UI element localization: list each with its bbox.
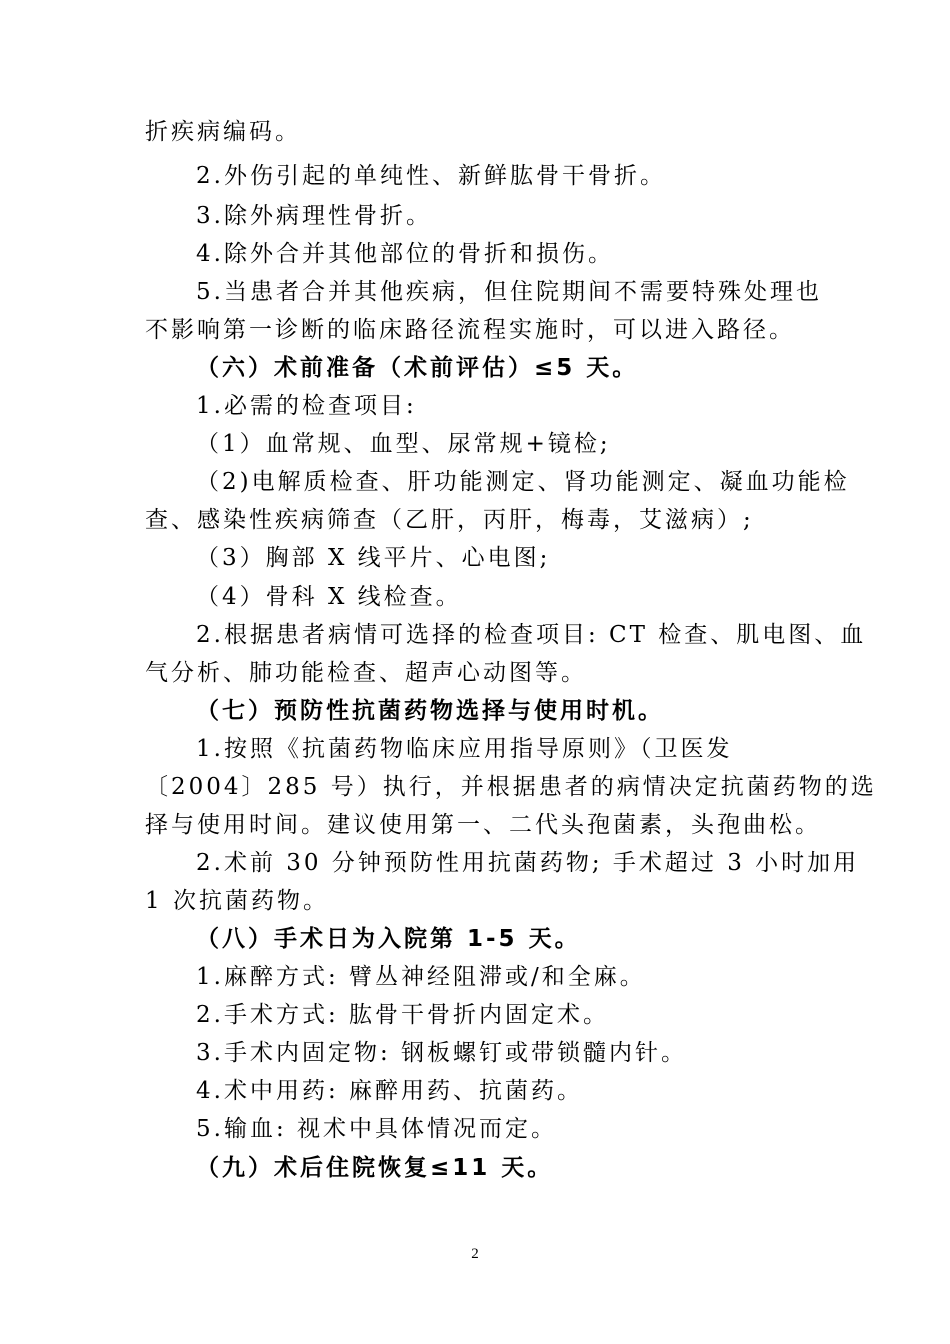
text-line: 1 次抗菌药物。 xyxy=(145,888,329,914)
list-item: （4）骨科 X 线检查。 xyxy=(196,584,462,610)
list-item: 1.必需的检查项目: xyxy=(196,393,417,419)
list-item: 5.输血: 视术中具体情况而定。 xyxy=(196,1116,558,1142)
section-heading: （八）手术日为入院第 1-5 天。 xyxy=(196,926,581,952)
page-number: 2 xyxy=(471,1246,479,1262)
text-line: 〔2004〕285 号）执行，并根据患者的病情决定抗菌药物的选 xyxy=(145,774,877,800)
list-item: 3.除外病理性骨折。 xyxy=(196,203,432,229)
list-item: 2.术前 30 分钟预防性用抗菌药物; 手术超过 3 小时加用 xyxy=(196,850,860,876)
list-item: 2.根据患者病情可选择的检查项目: CT 检查、肌电图、血 xyxy=(196,622,867,648)
text-line: 查、感染性疾病筛查（乙肝，丙肝，梅毒，艾滋病）; xyxy=(145,507,754,533)
list-item: 5.当患者合并其他疾病，但住院期间不需要特殊处理也 xyxy=(196,279,822,305)
list-item: （2)电解质检查、肝功能测定、肾功能测定、凝血功能检 xyxy=(196,469,850,495)
list-item: 4.术中用药: 麻醉用药、抗菌药。 xyxy=(196,1078,584,1104)
list-item: 4.除外合并其他部位的骨折和损伤。 xyxy=(196,241,614,267)
text-line: 气分析、肺功能检查、超声心动图等。 xyxy=(145,660,587,686)
list-item: （3）胸部 X 线平片、心电图; xyxy=(196,545,551,571)
text-line: 折疾病编码。 xyxy=(145,119,301,145)
list-item: 2.外伤引起的单纯性、新鲜肱骨干骨折。 xyxy=(196,163,666,189)
list-item: 2.手术方式: 肱骨干骨折内固定术。 xyxy=(196,1002,610,1028)
section-heading: （六）术前准备（术前评估）≤5 天。 xyxy=(196,355,639,381)
section-heading: （七）预防性抗菌药物选择与使用时机。 xyxy=(196,698,664,724)
list-item: （1）血常规、血型、尿常规+镜检; xyxy=(196,431,611,457)
list-item: 1.麻醉方式: 臂丛神经阻滞或/和全麻。 xyxy=(196,964,646,990)
list-item: 1.按照《抗菌药物临床应用指导原则》（卫医发 xyxy=(196,736,733,762)
list-item: 3.手术内固定物: 钢板螺钉或带锁髓内针。 xyxy=(196,1040,688,1066)
text-line: 不影响第一诊断的临床路径流程实施时，可以进入路径。 xyxy=(145,317,795,343)
section-heading: （九）术后住院恢复≤11 天。 xyxy=(196,1155,554,1181)
text-line: 择与使用时间。建议使用第一、二代头孢菌素，头孢曲松。 xyxy=(145,812,821,838)
